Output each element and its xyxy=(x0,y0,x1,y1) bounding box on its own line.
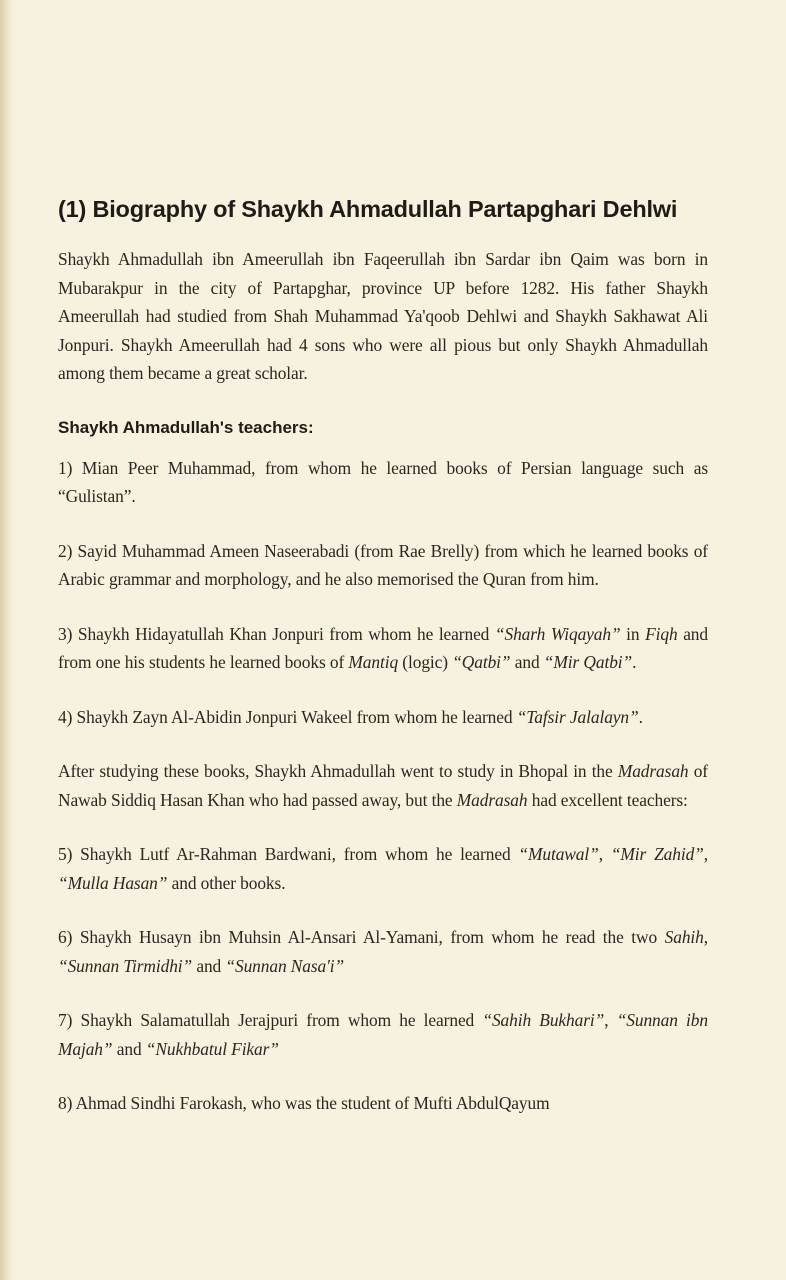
bhopal-term-madrasah-1: Madrasah xyxy=(617,761,689,781)
teacher-6-text-e: and xyxy=(192,955,226,976)
intro-paragraph: Shaykh Ahmadullah ibn Ameerullah ibn Faqeerullah ibn Sardar ibn Qaim was born in Mubarakpur in the city of Partapghar, province UP before 1282. His father Shaykh Ameerullah had studied from Shah Muhammad Ya'qoob Dehlwi and Shaykh Sakhawat Ali Jonpuri. Shaykh Ameerullah had 4 sons who were all pious but only Shaykh Ahmadullah among them became a great scholar. xyxy=(58,249,708,383)
teacher-8: 8) Ahmad Sindhi Farokash, who was the student of Mufti AbdulQayum xyxy=(58,1093,550,1113)
teacher-6-term-sahih: Sahih xyxy=(664,927,704,947)
teacher-7-book-nukhbatul-fikar: “Nukhbatul Fikar” xyxy=(145,1038,279,1059)
teacher-3-text-e: and from one his students he learned books of xyxy=(58,623,708,672)
teacher-5-book-mulla-hasan: “Mulla Hasan” xyxy=(58,872,168,893)
teacher-4-text-a: 4) Shaykh Zayn Al-Abidin Jonpuri Wakeel from whom he learned xyxy=(58,706,517,727)
teacher-1: 1) Mian Peer Muhammad, from whom he learned books of Persian language such as “Gulistan”. xyxy=(58,457,708,506)
bhopal-paragraph xyxy=(58,757,708,814)
page-content xyxy=(58,196,708,1144)
teacher-3-term-mantiq: Mantiq xyxy=(348,652,399,672)
teacher-3-text-g: (logic) xyxy=(398,652,453,672)
teacher-6-book-sunnan-tirmidhi: “Sunnan Tirmidhi” xyxy=(58,955,193,976)
teacher-6-text-a: 6) Shaykh Husayn ibn Muhsin Al-Ansari Al-Yamani, from whom he read the two xyxy=(58,927,665,947)
teacher-3-text-a: 3) Shaykh Hidayatullah Khan Jonpuri from whom he learned xyxy=(58,623,495,644)
page-edge-shadow xyxy=(0,0,14,1280)
teacher-4-text-c: . xyxy=(638,706,643,727)
teacher-3-term-fiqh: Fiqh xyxy=(645,623,678,644)
bhopal-text-a: After studying these books, Shaykh Ahmadullah went to study in Bhopal in the xyxy=(58,761,618,781)
teacher-3-text-c: in xyxy=(620,623,646,644)
teacher-5-text-e: , xyxy=(703,844,708,864)
teacher-5-book-mir-zahid: “Mir Zahid” xyxy=(610,844,704,864)
teacher-3-book-mir-qatbi: “Mir Qatbi” xyxy=(543,652,633,672)
chapter-heading: (1) Biography of Shaykh Ahmadullah Partapghari Dehlwi xyxy=(58,196,678,222)
teacher-7-text-c: , xyxy=(604,1010,617,1030)
teacher-5-text-a: 5) Shaykh Lutf Ar-Rahman Bardwani, from whom he learned xyxy=(58,844,519,864)
teachers-heading: Shaykh Ahmadullah's teachers: xyxy=(58,417,314,437)
teacher-5-text-g: and other books. xyxy=(167,872,286,893)
teacher-6-text-c: , xyxy=(703,927,708,947)
teacher-7-book-sahih-bukhari: “Sahih Bukhari” xyxy=(482,1010,605,1030)
teacher-6-book-sunnan-nasai: “Sunnan Nasa'i” xyxy=(225,955,345,976)
teacher-5 xyxy=(58,840,708,897)
teacher-7-book-sunnan-ibn-majah: “Sunnan ibn Majah” xyxy=(58,1010,708,1059)
teacher-5-book-mutawal: “Mutawal” xyxy=(518,844,599,864)
teacher-7-text-e: and xyxy=(112,1038,146,1059)
teacher-3 xyxy=(58,620,708,677)
teacher-7-text-a: 7) Shaykh Salamatullah Jerajpuri from whom he learned xyxy=(58,1010,483,1030)
teacher-5-text-c: , xyxy=(598,844,611,864)
teacher-3-text-i: and xyxy=(510,652,544,672)
teacher-4 xyxy=(58,703,708,732)
teacher-3-book-qatbi: “Qatbi” xyxy=(452,652,511,672)
teacher-6 xyxy=(58,923,708,980)
teacher-2: 2) Sayid Muhammad Ameen Naseerabadi (from Rae Brelly) from which he learned books of Arabic grammar and morphology, and he also memorised the Quran from him. xyxy=(58,540,708,589)
bhopal-text-c: of Nawab Siddiq Hasan Khan who had passed away, but the xyxy=(58,761,708,810)
bhopal-text-e: had excellent teachers: xyxy=(527,789,688,810)
teacher-3-text-k: . xyxy=(632,652,637,672)
teacher-4-book-tafsir-jalalayn: “Tafsir Jalalayn” xyxy=(516,706,639,727)
teacher-3-book-sharh-wiqayah: “Sharh Wiqayah” xyxy=(494,623,621,644)
teacher-7 xyxy=(58,1006,708,1063)
bhopal-term-madrasah-2: Madrasah xyxy=(456,789,528,810)
